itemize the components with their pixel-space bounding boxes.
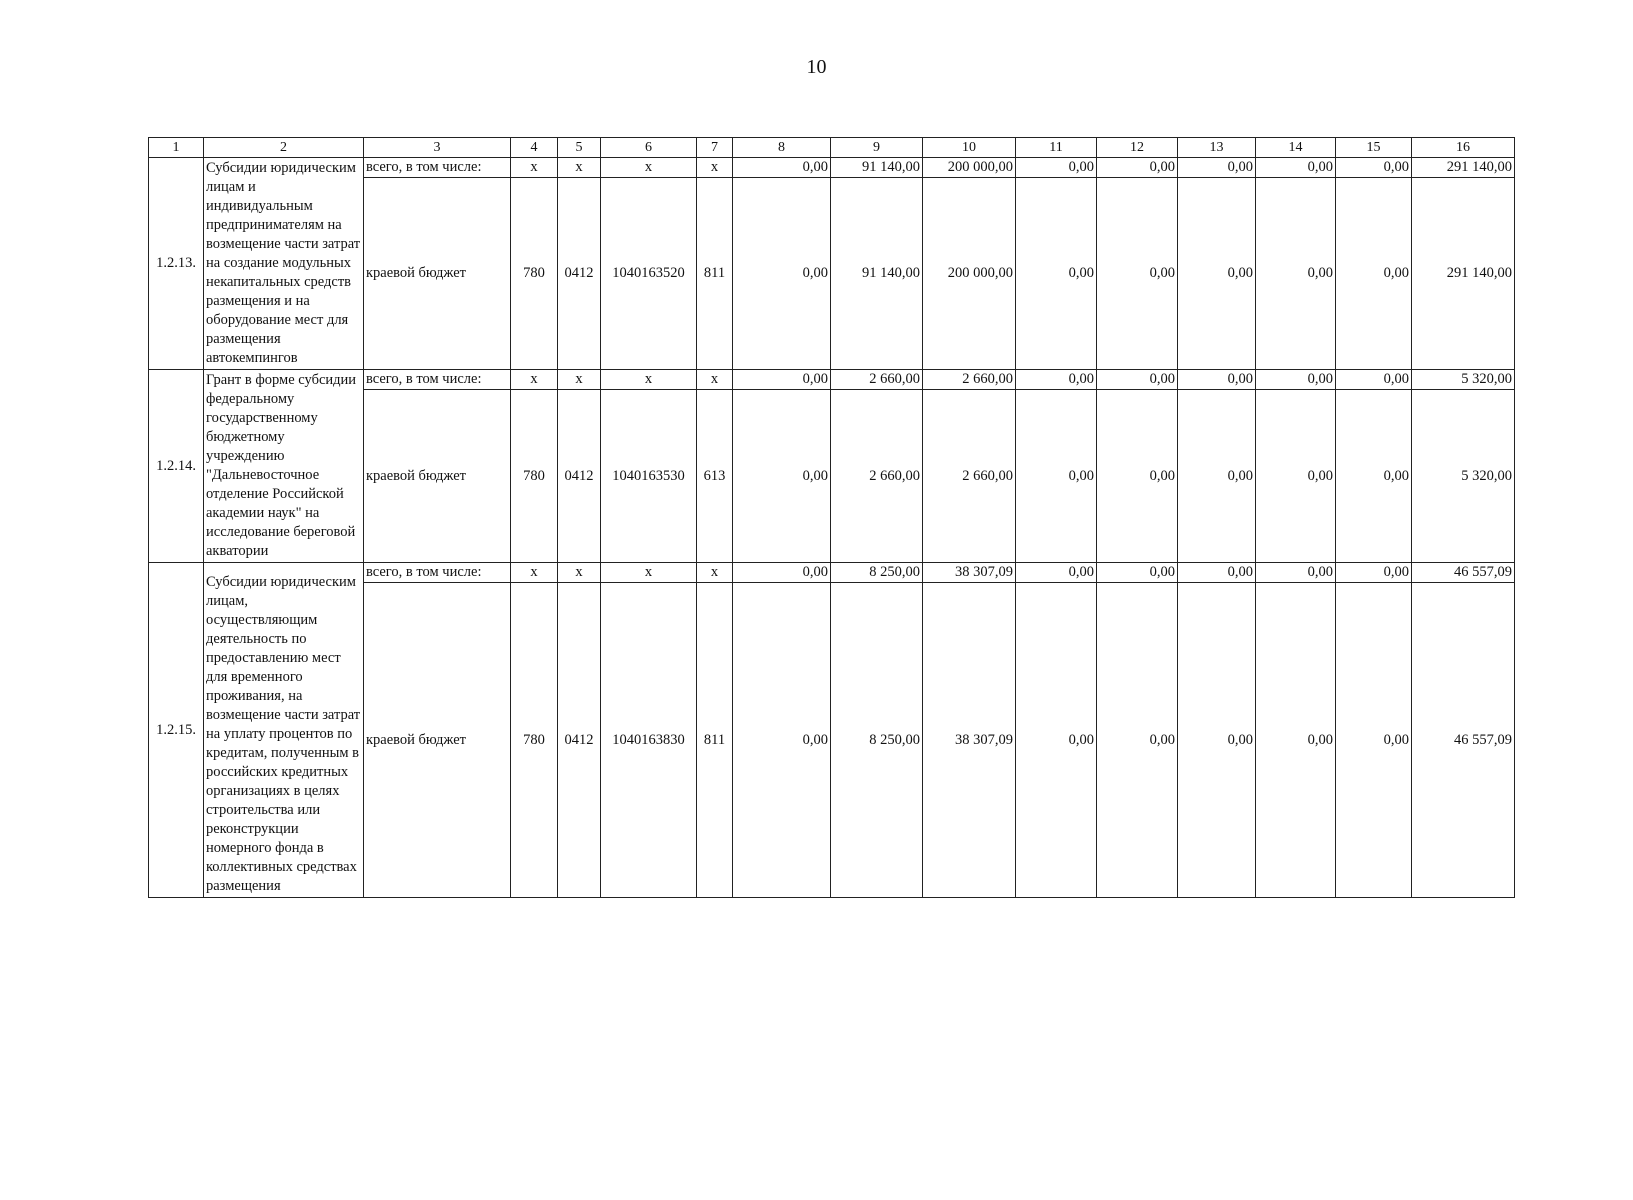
amount-cell: 0,00 [1097,370,1178,390]
amount-cell: 5 320,00 [1412,390,1515,563]
amount-cell: 0,00 [1178,583,1256,898]
amount-cell: 0,00 [1097,563,1178,583]
amount-cell: 0,00 [1336,158,1412,178]
cell: x [558,370,601,390]
cell: 780 [511,178,558,370]
cell: 613 [697,390,733,563]
item-name: Субсидии юридическим лицам и индивидуальным предпринимателям на возмещение части затрат на создание модульных некапитальных средств размещения и на оборудование мест для размещения автокемпингов [204,158,364,370]
amount-cell: 0,00 [1178,563,1256,583]
cell: x [558,158,601,178]
column-header: 2 [204,138,364,158]
amount-cell: 0,00 [1256,563,1336,583]
column-header: 10 [923,138,1016,158]
amount-cell: 0,00 [1097,178,1178,370]
budget-table [148,137,1515,898]
amount-cell: 0,00 [733,563,831,583]
amount-cell: 0,00 [1256,178,1336,370]
cell: 780 [511,390,558,563]
amount-cell: 0,00 [733,370,831,390]
amount-cell: 0,00 [733,158,831,178]
amount-cell: 2 660,00 [923,390,1016,563]
column-header: 7 [697,138,733,158]
column-header: 15 [1336,138,1412,158]
amount-cell: 0,00 [1336,583,1412,898]
amount-cell: 200 000,00 [923,158,1016,178]
amount-cell: 0,00 [1178,178,1256,370]
amount-cell: 46 557,09 [1412,563,1515,583]
table-row-total [149,158,1515,178]
amount-cell: 0,00 [733,178,831,370]
amount-cell: 2 660,00 [831,370,923,390]
amount-cell: 291 140,00 [1412,158,1515,178]
column-header: 13 [1178,138,1256,158]
amount-cell: 200 000,00 [923,178,1016,370]
item-number: 1.2.14. [149,370,204,563]
cell: x [558,563,601,583]
cell: x [511,370,558,390]
cell: 1040163530 [601,390,697,563]
cell: 1040163830 [601,583,697,898]
amount-cell: 0,00 [1336,370,1412,390]
funding-source: всего, в том числе: [364,563,511,583]
funding-source: всего, в том числе: [364,158,511,178]
amount-cell: 5 320,00 [1412,370,1515,390]
amount-cell: 0,00 [1256,390,1336,563]
amount-cell: 0,00 [1016,583,1097,898]
cell: 0412 [558,583,601,898]
item-number: 1.2.13. [149,158,204,370]
amount-cell: 0,00 [1016,370,1097,390]
amount-cell: 0,00 [733,390,831,563]
amount-cell: 0,00 [1097,390,1178,563]
cell: 780 [511,583,558,898]
page-number: 10 [806,56,827,78]
cell: x [511,158,558,178]
column-header: 11 [1016,138,1097,158]
funding-source: всего, в том числе: [364,370,511,390]
amount-cell: 0,00 [1178,370,1256,390]
column-header: 1 [149,138,204,158]
amount-cell: 0,00 [1178,390,1256,563]
column-header: 9 [831,138,923,158]
cell: 811 [697,178,733,370]
column-header: 4 [511,138,558,158]
column-header: 6 [601,138,697,158]
amount-cell: 0,00 [1336,563,1412,583]
amount-cell: 0,00 [1256,583,1336,898]
amount-cell: 0,00 [1016,178,1097,370]
amount-cell: 0,00 [1097,583,1178,898]
amount-cell: 91 140,00 [831,158,923,178]
amount-cell: 38 307,09 [923,563,1016,583]
table-row-total [149,370,1515,390]
column-number-header [149,138,1515,158]
cell: x [601,370,697,390]
cell: x [697,158,733,178]
cell: 0412 [558,178,601,370]
amount-cell: 291 140,00 [1412,178,1515,370]
amount-cell: 0,00 [1097,158,1178,178]
amount-cell: 46 557,09 [1412,583,1515,898]
item-name: Грант в форме субсидии федеральному государственному бюджетному учреждению "Дальневосточное отделение Российской академии наук" на исследование береговой акватории [204,370,364,563]
amount-cell: 0,00 [1016,563,1097,583]
column-header: 5 [558,138,601,158]
funding-source: краевой бюджет [364,178,511,370]
amount-cell: 91 140,00 [831,178,923,370]
item-number: 1.2.15. [149,563,204,898]
cell: x [601,158,697,178]
cell: x [697,370,733,390]
column-header: 12 [1097,138,1178,158]
column-header: 14 [1256,138,1336,158]
amount-cell: 0,00 [1256,370,1336,390]
amount-cell: 8 250,00 [831,583,923,898]
funding-source: краевой бюджет [364,583,511,898]
amount-cell: 0,00 [1336,178,1412,370]
cell: 0412 [558,390,601,563]
column-header: 16 [1412,138,1515,158]
amount-cell: 0,00 [1178,158,1256,178]
amount-cell: 0,00 [1016,390,1097,563]
column-header: 3 [364,138,511,158]
item-name: Субсидии юридическим лицам, осуществляющим деятельность по предоставлению мест для временного проживания, на возмещение части затрат на уплату процентов по кредитам, полученным в российских кредитных организациях в целях строительства или реконструкции номерного фонда в коллективных средствах размещения [204,563,364,898]
cell: 1040163520 [601,178,697,370]
amount-cell: 8 250,00 [831,563,923,583]
amount-cell: 0,00 [733,583,831,898]
cell: x [601,563,697,583]
cell: x [511,563,558,583]
amount-cell: 2 660,00 [923,370,1016,390]
amount-cell: 0,00 [1336,390,1412,563]
cell: x [697,563,733,583]
cell: 811 [697,583,733,898]
table-row-total [149,563,1515,583]
column-header: 8 [733,138,831,158]
funding-source: краевой бюджет [364,390,511,563]
amount-cell: 38 307,09 [923,583,1016,898]
amount-cell: 2 660,00 [831,390,923,563]
amount-cell: 0,00 [1016,158,1097,178]
amount-cell: 0,00 [1256,158,1336,178]
